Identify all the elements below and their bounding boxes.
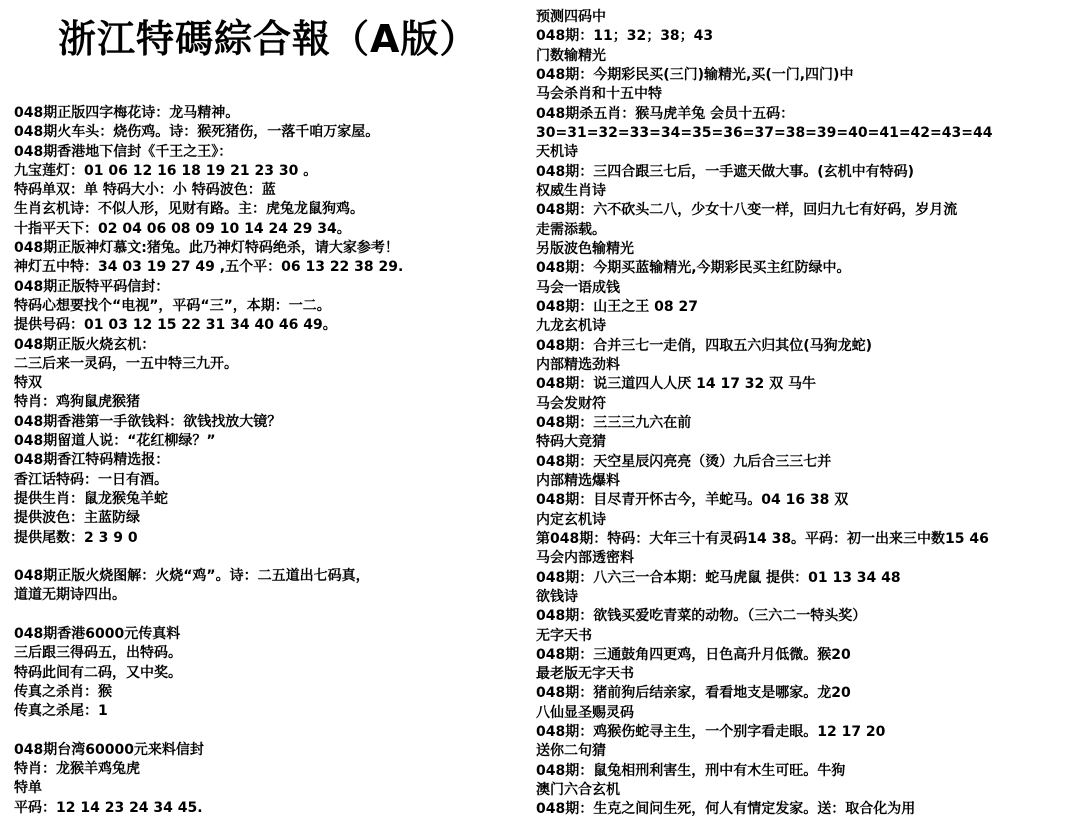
- right-text-line: 048期：六不砍头二八，少女十八变一样，回归九七有好码，岁月流: [536, 202, 958, 219]
- left-text-line: 特码心想要找个“电视”，平码“三”，本期：一二。: [14, 297, 331, 314]
- left-text-line: 特单: [14, 780, 42, 797]
- right-text-line: 内定玄机诗: [536, 511, 606, 528]
- right-text-line: 048期：欲钱买爱吃青菜的动物。（三六二一特头奖）: [536, 608, 867, 625]
- left-text-line: 048期香港第一手欲钱料：欲钱找放大镜？: [14, 413, 282, 430]
- left-text-line: 提供尾数：2 3 9 0: [14, 529, 138, 546]
- right-text-line: 走需添载。: [536, 221, 606, 238]
- left-text-line: 048期台湾60000元来料信封: [14, 741, 204, 758]
- left-text-line: 特肖：龙猴羊鸡兔虎: [14, 761, 140, 778]
- right-text-line: 马会一语成钱: [536, 279, 620, 296]
- right-column: [536, 8, 1076, 820]
- left-text-line: 十指平天下：02 04 06 08 09 10 14 24 29 34。: [14, 220, 351, 237]
- left-text-line: 平码：12 14 23 24 34 45.: [14, 799, 203, 816]
- right-text-line: 送你二句猜: [536, 743, 606, 760]
- left-text-line: 048期香港6000元传真料: [14, 626, 181, 643]
- right-text-line: 门数输精光: [536, 47, 606, 64]
- left-text-line: 048期正版神灯慕文:猪兔。此乃神灯特码绝杀，请大家参考！: [14, 240, 399, 257]
- right-text-line: 048期：今期买蓝输精光,今期彩民买主红防绿中。: [536, 260, 851, 277]
- right-text-line: 内部精选爆料: [536, 472, 620, 489]
- right-text-line: 048期：鼠兔相刑利害生，刑中有木生可旺。牛狗: [536, 762, 846, 779]
- left-text-line: [14, 722, 514, 741]
- left-text-line: 二三后来一灵码，一五中特三九开。: [14, 355, 238, 372]
- right-text-line: 048期：三通鼓角四更鸡，日色高升月低微。猴20: [536, 646, 851, 663]
- left-text-line: 048期正版特平码信封：: [14, 278, 170, 295]
- left-text-line: 传真之杀肖：猴: [14, 683, 112, 700]
- left-text-line: 神灯五中特：34 03 19 27 49 ,五个平：06 13 22 38 29.: [14, 259, 404, 276]
- left-text-line: 提供号码：01 03 12 15 22 31 34 40 46 49。: [14, 317, 337, 334]
- left-text-line: 传真之杀尾：1: [14, 703, 108, 720]
- right-text-line: 内部精选劲料: [536, 356, 620, 373]
- right-text-line: 048期杀五肖：猴马虎羊兔 会员十五码：: [536, 105, 795, 122]
- left-text-line: 道道无期诗四出。: [14, 587, 126, 604]
- right-text-line: 预测四码中: [536, 9, 606, 25]
- right-text-line: 天机诗: [536, 144, 578, 161]
- right-text-line: 048期：今期彩民买(三门)输精光,买(一门,四门)中: [536, 66, 854, 83]
- right-text-line: 048期：鸡猴伤蛇寻主生，一个别字看走眼。12 17 20: [536, 724, 886, 741]
- right-text-line: 048期：生克之间问生死，何人有情定发家。送：取合化为用: [536, 801, 916, 818]
- right-text-line: 澳门六合玄机: [536, 782, 620, 799]
- right-text-line: 特码大竞猜: [536, 434, 606, 451]
- right-text-line: 048期：合并三七一走俏，四取五六归其位(马狗龙蛇): [536, 337, 873, 354]
- right-text-line: 048期：天空星辰闪亮亮（烫）九后合三三七并: [536, 453, 832, 470]
- right-text-line: 048期：三三三九六在前: [536, 414, 692, 431]
- right-text-line: 048期：11；32；38；43: [536, 28, 714, 45]
- left-text-line: 九宝莲灯：01 06 12 16 18 19 21 23 30 。: [14, 162, 318, 179]
- left-text-line: 三后跟三得码五，出特码。: [14, 645, 182, 662]
- right-text-line: 最老版无字天书: [536, 666, 634, 683]
- right-text-line: 30=31=32=33=34=35=36=37=38=39=40=41=42=43=44: [536, 124, 993, 141]
- left-text-line: [14, 606, 514, 625]
- right-text-line: 048期：目尽青开怀古今，羊蛇马。04 16 38 双: [536, 492, 849, 509]
- right-text-line: 九龙玄机诗: [536, 318, 606, 335]
- left-text-line: 香江话特码：一日有酒。: [14, 471, 168, 488]
- right-text-line: 048期：说三道四人人厌 14 17 32 双 马牛: [536, 376, 817, 393]
- right-text-line: 马会杀肖和十五中特: [536, 86, 662, 103]
- left-column: [14, 104, 514, 818]
- right-text-line: 048期：八六三一合本期：蛇马虎鼠 提供：01 13 34 48: [536, 569, 901, 586]
- right-text-line: 048期：猪前狗后结亲家，看看地支是哪家。龙20: [536, 685, 851, 702]
- right-text-line: 马会内部透密料: [536, 550, 634, 567]
- right-text-line: 另版波色输精光: [536, 240, 634, 257]
- left-text-line: 048期香江特码精选报：: [14, 452, 170, 469]
- left-text-line: 特双: [14, 375, 42, 392]
- left-text-line: 048期留道人说：“花红柳绿？”: [14, 433, 216, 450]
- right-text-line: 权威生肖诗: [536, 182, 606, 199]
- right-text-line: 马会发财符: [536, 395, 606, 412]
- left-text-line: 特码此间有二码，又中奖。: [14, 664, 182, 681]
- left-text-line: 048期火车头：烧伤鸡。诗：猴死猪伤，一落千咱万家屋。: [14, 124, 380, 141]
- left-text-line: 048期正版火烧玄机：: [14, 336, 156, 353]
- right-text-line: 048期：三四合跟三七后，一手遮天做大事。(玄机中有特码): [536, 163, 915, 180]
- left-text-line: 特码单双：单 特码大小：小 特码波色：蓝: [14, 182, 276, 199]
- left-text-line: 048期香港地下信封《千王之王》：: [14, 143, 233, 160]
- right-text-line: 第048期：特码：大年三十有灵码14 38。平码：初一出来三中数15 46: [536, 530, 989, 547]
- page-title: 浙江特碼綜合報（A版）: [58, 17, 479, 61]
- right-text-line: 048期：山王之王 08 27: [536, 298, 698, 315]
- right-text-line: 无字天书: [536, 627, 592, 644]
- right-text-line: 欲钱诗: [536, 588, 578, 605]
- left-text-line: 提供波色：主蓝防绿: [14, 510, 140, 527]
- left-text-line: 提供生肖：鼠龙猴兔羊蛇: [14, 490, 168, 507]
- left-text-line: 048期正版四字梅花诗：龙马精神。: [14, 105, 240, 121]
- left-text-line: 特肖：鸡狗鼠虎猴猪: [14, 394, 140, 411]
- left-text-line: [14, 548, 514, 567]
- left-text-line: 048期正版火烧图解：火烧“鸡”。诗：二五道出七码真，: [14, 568, 370, 585]
- left-text-line: 生肖玄机诗：不似人形，见财有路。主：虎兔龙鼠狗鸡。: [14, 201, 364, 218]
- right-text-line: 八仙显圣赐灵码: [536, 704, 634, 721]
